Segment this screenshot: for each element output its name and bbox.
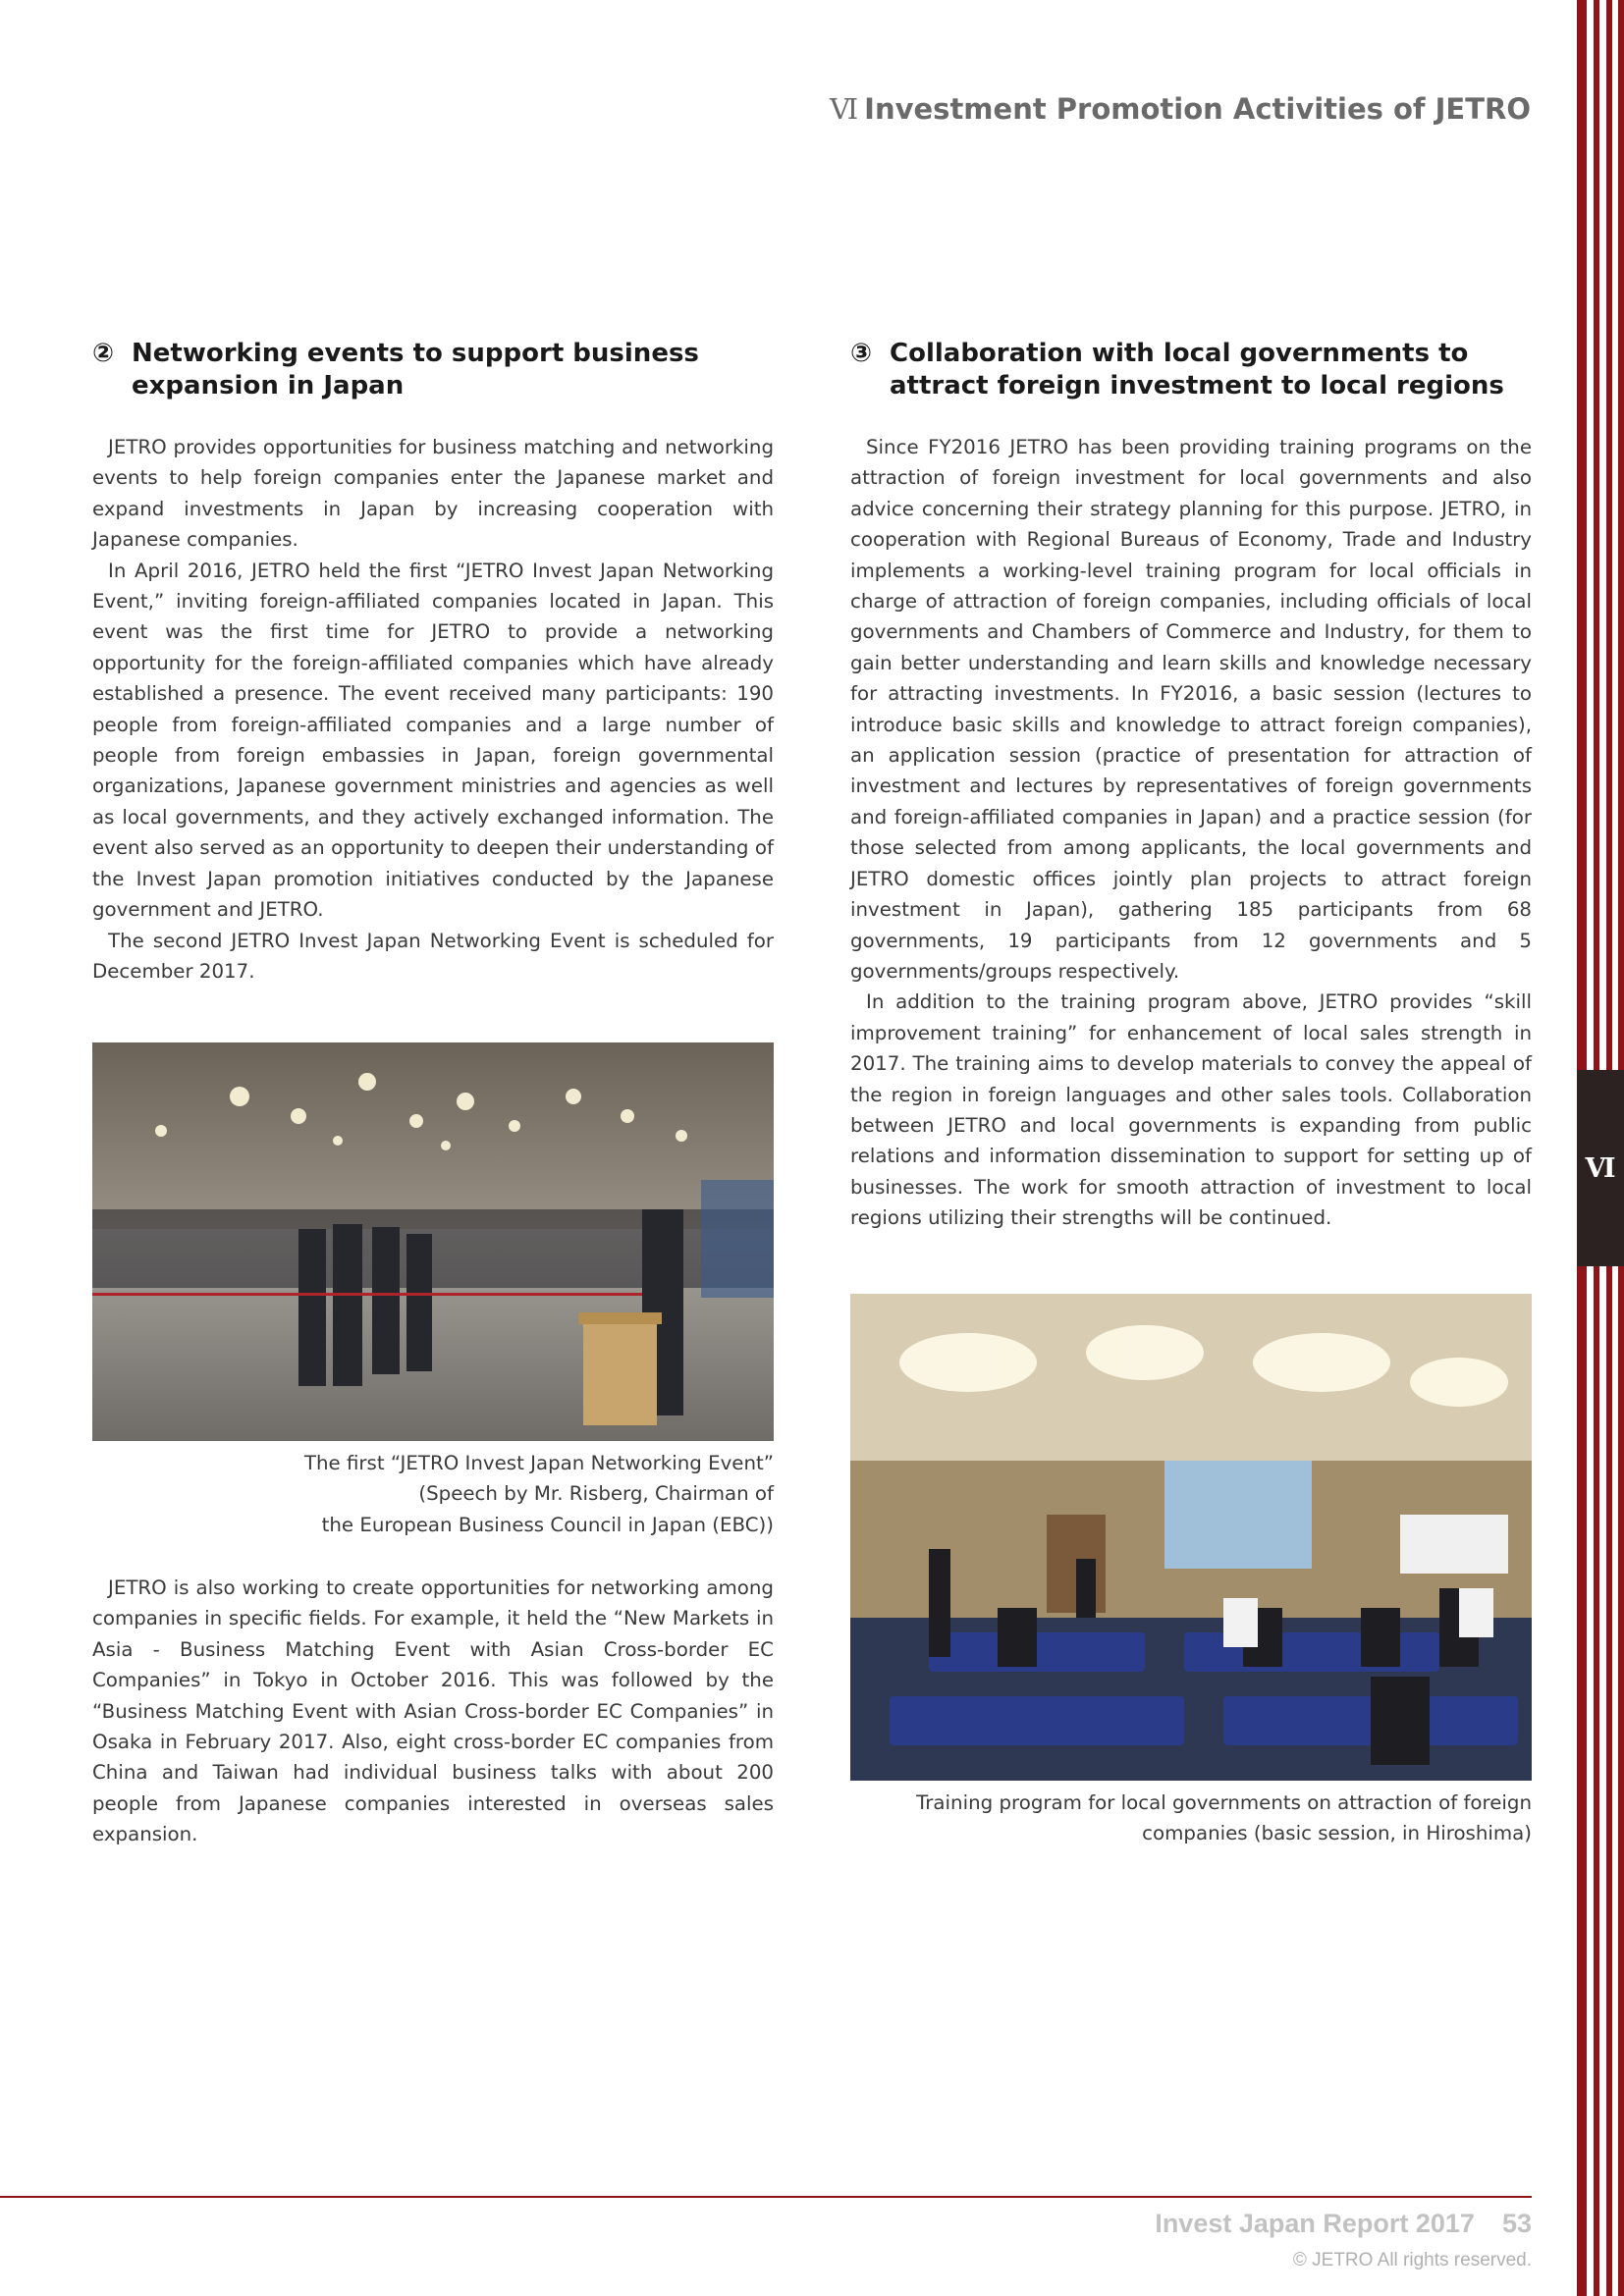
photo-caption-networking — [92, 1448, 774, 1540]
paragraph: JETRO is also working to create opportunities for networking among companies in specific fields. For example, it held the “New Markets in Asia - Business Matching Event with Asian Cross-border EC Companies” in Tokyo in October 2016. This was followed by the “Business Matching Event with Asian Cross-border EC Companies” in Osaka in February 2017. Also, eight cross-border EC companies from China and Taiwan had individual business talks with about 200 people from Japanese companies interested in overseas sales expansion. — [92, 1576, 774, 1846]
chapter-title: Investment Promotion Activities of JETRO — [864, 92, 1531, 126]
section-number: ③ — [850, 339, 873, 368]
photo-networking-event-illustration — [92, 1042, 774, 1441]
chapter-side-tab-label: Ⅵ — [1585, 1152, 1616, 1184]
caption-line: Training program for local governments on attraction of foreign — [916, 1791, 1532, 1814]
chapter-side-tab — [1577, 1070, 1624, 1266]
section-body — [850, 432, 1532, 1234]
photo-training-program-illustration — [850, 1294, 1532, 1781]
report-title: Invest Japan Report 2017 — [1155, 2209, 1475, 2238]
section-heading-networking — [92, 338, 774, 402]
photo-caption-training — [850, 1788, 1532, 1849]
caption-line: (Speech by Mr. Risberg, Chairman of — [418, 1482, 774, 1506]
section-body — [92, 432, 774, 987]
paragraph: In addition to the training program above, JETRO provides “skill improvement training” for enhancement of local sales strength in 2017. The training aims to develop materials to convey the appeal of the region in foreign languages and other sales tools. Collaboration between JETRO and local governments is expanding from public relations and information dissemination to support for setting up of businesses. The work for smooth attraction of investment to local regions utilizing their strengths will be continued. — [850, 990, 1532, 1230]
footer-report — [1155, 2209, 1532, 2239]
caption-line: The first “JETRO Invest Japan Networking Event” — [303, 1452, 774, 1474]
paragraph: In April 2016, JETRO held the first “JETRO Invest Japan Networking Event,” inviting foreign-affiliated companies located in Japan. This event was the first time for JETRO to provide a networking opportunity for the foreign-affiliated companies which have already established a presence. The event received many participants: 190 people from foreign-affiliated companies and a large number of people from foreign embassies in Japan, foreign governmental organizations, Japanese government ministries and agencies as well as local governments, and they actively exchanged information. The event also served as an opportunity to deepen their understanding of the Invest Japan promotion initiatives conducted by the Japanese government and JETRO. — [92, 559, 774, 922]
left-column — [92, 338, 774, 987]
section-title: Collaboration with local governments to attract foreign investment to local regions — [890, 339, 1504, 400]
copyright-notice: © JETRO All rights reserved. — [1292, 2250, 1532, 2270]
paragraph: Since FY2016 JETRO has been providing training programs on the attraction of foreign investment for local governments and also advice concerning their strategy planning for this purpose. JETRO, in cooperation with Regional Bureaus of Economy, Trade and Industry implements a working-level training program for local officials in charge of attraction of foreign companies, including officials of local governments and Chambers of Commerce and Industry, for them to gain better understanding and learn skills and knowledge necessary for attracting investments. In FY2016, a basic session (lectures to introduce basic skills and knowledge to attract foreign companies), an application session (practice of presentation for attraction of investment and lectures by representatives of foreign governments and foreign-affiliated companies in Japan) and a practice session (for those selected from among applicants, the local governments and JETRO domestic offices jointly plan projects to attract foreign investment in Japan), gathering 185 participants from 68 governments, 19 participants from 12 governments and 5 governments/groups respectively. — [850, 436, 1532, 983]
section-body-continued — [92, 1573, 774, 1850]
page-number: 53 — [1501, 2209, 1532, 2238]
photo-networking-event — [92, 1042, 774, 1441]
chapter-numeral: Ⅵ — [830, 92, 859, 126]
section-number: ② — [92, 339, 115, 368]
footer-rule — [0, 2196, 1532, 2198]
paragraph: JETRO provides opportunities for business matching and networking events to help foreign companies enter the Japanese market and expand investments in Japan by increasing cooperation with Japanese companies. — [92, 436, 774, 552]
section-title: Networking events to support business expansion in Japan — [132, 339, 699, 400]
photo-training-program — [850, 1294, 1532, 1781]
running-head — [830, 92, 1531, 126]
caption-line: companies (basic session, in Hiroshima) — [1142, 1822, 1532, 1845]
caption-line: the European Business Council in Japan (EBC)) — [321, 1513, 774, 1536]
paragraph: The second JETRO Invest Japan Networking Event is scheduled for December 2017. — [92, 929, 774, 983]
right-column — [850, 338, 1532, 1234]
section-heading-collaboration — [850, 338, 1532, 402]
